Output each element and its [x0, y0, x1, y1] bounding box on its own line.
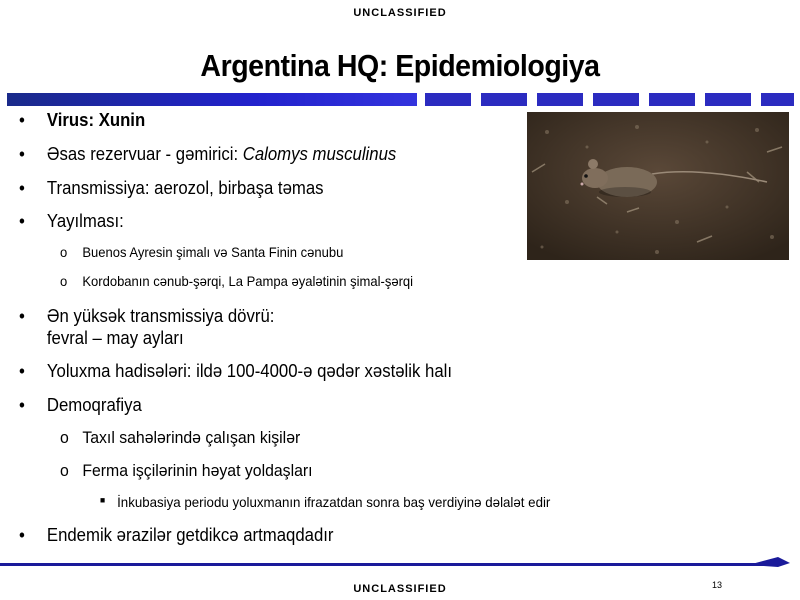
slide-title: Argentina HQ: Epidemiologiya: [200, 48, 600, 83]
bullet-dot: •: [19, 525, 25, 545]
reservoir-prefix: Əsas rezervuar - gəmirici:: [46, 144, 243, 164]
reservoir-species: Calomys musculinus: [242, 144, 397, 164]
bullet-text: Yayılması:: [46, 211, 124, 231]
mouse-photo-image: [527, 112, 789, 260]
bullet-text: Yoluxma hadisələri: ildə 100-4000-ə qədər xəstəlik halı: [46, 361, 453, 381]
bullet-text: Virus: Xunin: [46, 110, 146, 130]
sub-sub-bullet-text: İnkubasiya periodu yoluxmanın ifrazatdan sonra baş verdiyinə dəlalət edir: [117, 494, 551, 510]
bullet-text: [47, 144, 396, 165]
title-bar-block: [705, 93, 751, 106]
title-bar-block: [481, 93, 527, 106]
title-bar-block: [649, 93, 695, 106]
bullet-dot: •: [19, 211, 25, 231]
bullet-dot: •: [19, 361, 25, 381]
sub-bullet-glyph: o: [60, 461, 69, 480]
bullet-text: Endemik ərazilər getdikcə artmaqdadır: [46, 525, 334, 545]
bullet-text: Demoqrafiya: [46, 395, 142, 415]
sub-bullet-text: Taxıl sahələrində çalışan kişilər: [82, 428, 301, 447]
bullet-text: Ən yüksək transmissiya dövrü:: [46, 306, 275, 326]
bullet-text: fevral – may ayları: [46, 328, 184, 348]
page-number: 13: [712, 580, 723, 590]
title-bar-block: [593, 93, 639, 106]
sub-bullet-text: Kordobanın cənub-şərqi, La Pampa əyalətinin şimal-şərqi: [82, 273, 414, 289]
sub-bullet-text: Buenos Ayresin şimalı və Santa Finin cənubu: [82, 244, 344, 260]
sub-bullet-text: Ferma işçilərinin həyat yoldaşları: [82, 461, 313, 480]
title-bar-block: [537, 93, 583, 106]
title-bar-block: [761, 93, 794, 106]
sub-bullet-glyph: o: [60, 244, 68, 260]
bullet-dot: •: [19, 110, 25, 130]
bullet-text: Transmissiya: aerozol, birbaşa təmas: [46, 178, 324, 198]
sub-bullet-glyph: o: [60, 428, 69, 447]
classification-banner-bottom: UNCLASSIFIED: [353, 583, 447, 595]
title-bar-block: [425, 93, 471, 106]
sub-bullet-glyph: o: [60, 273, 68, 289]
square-bullet-icon: ■: [100, 495, 106, 505]
mouse-photo: [527, 112, 789, 260]
classification-banner-top: UNCLASSIFIED: [353, 7, 447, 19]
bullet-dot: •: [19, 144, 25, 164]
bullet-dot: •: [19, 395, 25, 415]
footer-line: [0, 563, 765, 566]
footer-arrow-icon: [748, 553, 792, 575]
bullet-dot: •: [19, 178, 25, 198]
bullet-dot: •: [19, 306, 25, 326]
title-underline-bar: [7, 93, 417, 106]
